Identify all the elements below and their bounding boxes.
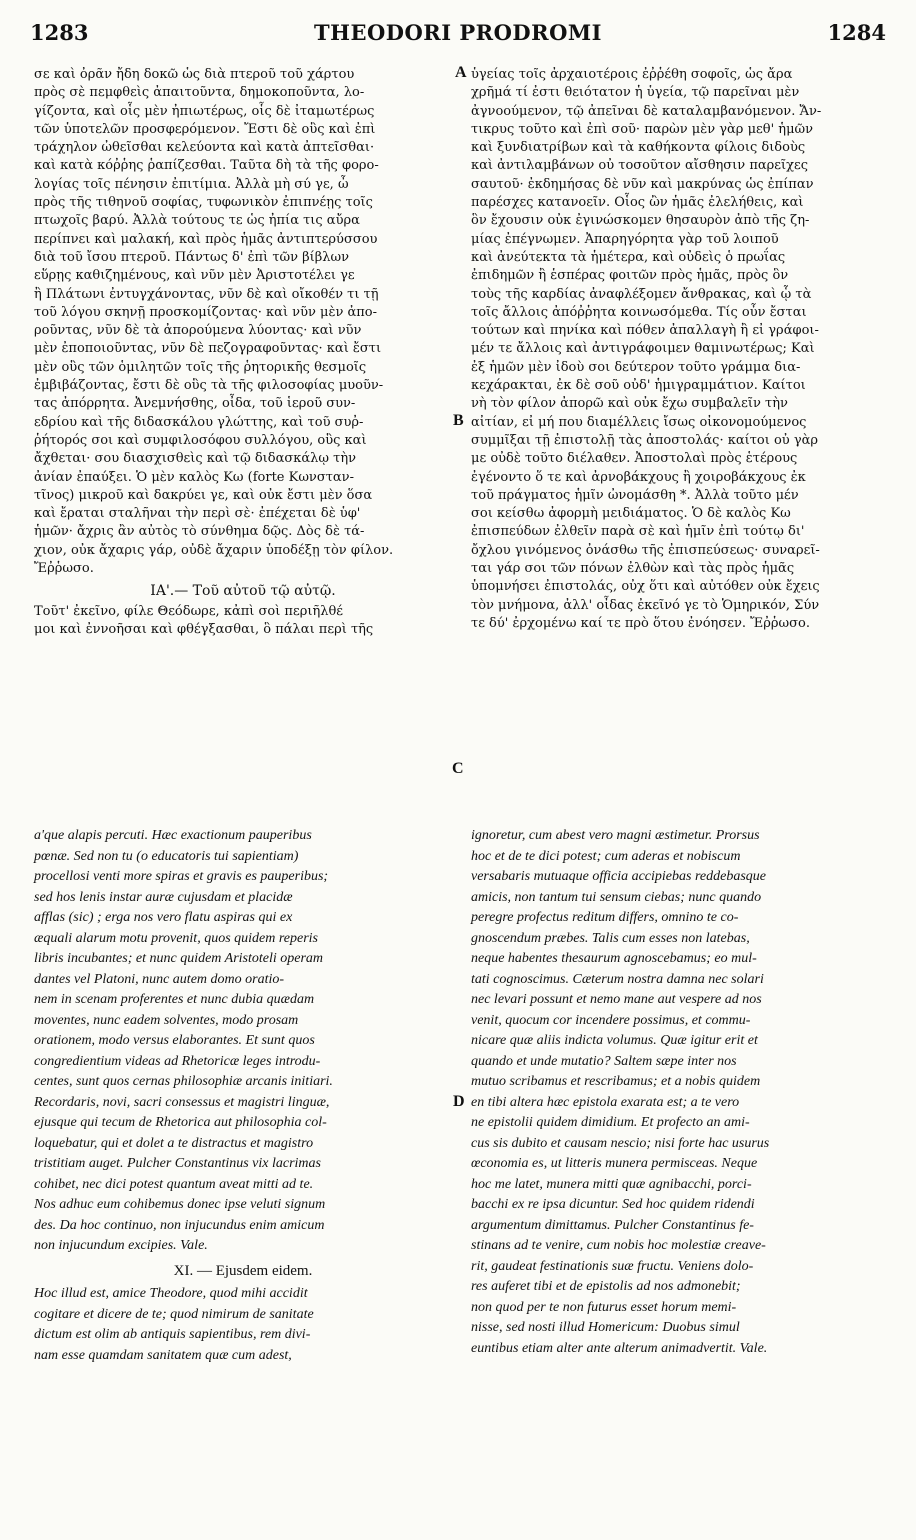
text-line: nec levari possunt et nemo mane aut vespere ad nos — [471, 992, 762, 1007]
text-line: gnoscendum præbes. Talis cum esses non latebas, — [471, 930, 750, 946]
text-line: nam esse quamdam sanitatem quæ cum adest, — [34, 1347, 292, 1363]
text-line: cogitare et dicere de te; quod nimirum de sanitate — [34, 1306, 314, 1322]
greek-left-text — [34, 66, 452, 578]
text-line: des. Da hoc continuo, non injucundus enim amicum — [34, 1217, 325, 1233]
text-line: versabaris mutuaque officia accipiebas reddebasque — [471, 869, 766, 884]
text-line: moventes, nunc eadem solventes, modo prosam — [34, 1012, 299, 1028]
text-line: τικρυς τοῦτο καὶ ἐπὶ σοῦ· παρὼν μὲν γὰρ μεθ' ἡμῶν — [471, 121, 814, 137]
text-line: congredientium videas ad Rhetoricæ leges introdu- — [34, 1053, 321, 1069]
text-line: καὶ ἀνεύτεκτα τὰ ἡμέτερα, καὶ οὐδεὶς ὁ πρωΐας — [471, 249, 786, 265]
text-line: τε δύ' ἐρχομένω καί τε πρὸ ὅτου ἐνόησεν. Ἔῤῥωσο. — [471, 615, 810, 631]
text-line: ται γάρ σοι τῶν πόνων ἐλθὼν καὶ τὰς πρὸς ἡμᾶς — [471, 561, 795, 577]
text-line: en tibi altera hæc epistola exarata est; a te vero — [471, 1094, 740, 1110]
text-line: neque habentes thesaurum agnoscebamus; eo mul- — [471, 951, 757, 966]
section-marker-a: A — [455, 64, 467, 81]
text-line: ἐπιδημῶν ἢ ἑσπέρας φοιτῶν πρὸς ἡμᾶς, πρὸς ὃν — [471, 268, 789, 284]
text-line: τῖνος) μικροῦ καὶ δακρύει γε, καὶ οὐκ ἔστι μὲν ὅσα — [34, 487, 373, 503]
text-line: ἢ Πλάτωνι ἐντυγχάνοντας, νῦν δὲ καὶ οἴκοθέν τι τῇ — [34, 286, 379, 302]
text-line: λογίας τοῖς πένησιν ἐπιτίμια. Ἀλλὰ μὴ σύ γε, ὦ — [34, 176, 349, 192]
text-line: σοι κείσθω ἀφορμὴ μειδιάματος. Ὁ δὲ καλὸς Κω — [471, 506, 791, 522]
text-line: ἐγένοντο ὅ τε καὶ ἀρνοβάκχους ἢ χοιροβάκχους ἐκ — [471, 469, 806, 485]
text-line: τὸν μνήμονα, ἀλλ' οἶδας ἐκεῖνό γε τὸ Ὁμηρικόν, Σύν — [471, 597, 820, 613]
text-line: ῥήτορός σοι καὶ συμφιλοσόφου συλλόγου, οὓς καὶ — [34, 432, 367, 448]
text-line: orationem, modo versus elaborantes. Et sunt quos — [34, 1033, 315, 1048]
text-line: εδρίου καὶ τῆς διδασκάλου γλώττης, καὶ τοῦ συῤ- — [34, 414, 364, 430]
text-line: διὰ τοῦ ἴσου πτεροῦ. Πάντως δ' ἐπὶ τῶν βίβλων — [34, 249, 350, 265]
text-line: πτωχοῖς βαρύ. Ἀλλὰ τούτους τε ὡς ἠπία τις αὔρα — [34, 213, 360, 229]
text-line: loquebatur, qui et dolet a te distractus et magistro — [34, 1135, 314, 1151]
text-line: ἀγνοούμενον, τῷ ἀπεῖναι δὲ καταλαμβανόμενον. Ἄν- — [471, 103, 822, 119]
text-line: cohibet, nec dici potest quantum aveat mitti ad te. — [34, 1176, 314, 1192]
text-line: peregre profectus reditum differs, omnino te co- — [471, 910, 739, 925]
text-line: μέν τε ἄλλοις καὶ ἀντιγράφοιμεν θαμινωτέρως; Καὶ — [471, 341, 815, 357]
text-line: nicare quæ aliis indicta volumus. Quæ igitur erit et — [471, 1033, 758, 1048]
text-line: εὕρῃς καθιζημένους, καὶ νῦν μὲν Ἀριστοτέλει γε — [34, 268, 355, 284]
text-line: πρὸς σὲ πεμφθεὶς ἀπαιτοῦντα, δημοκοποῦντα, λο- — [34, 85, 365, 101]
text-line: bacchi ex re ipsa dicuntur. Sed hoc quidem ridendi — [471, 1197, 755, 1212]
latin-left-letter-start — [34, 1284, 452, 1366]
text-line: συμμῖξαι τῇ ἐπιστολῇ τὰς ἀποστολάς· καίτοι οὐ γὰρ — [471, 432, 819, 448]
text-line: quando et unde mutatio? Saltem sæpe inter nos — [471, 1053, 737, 1069]
section-marker-c: C — [452, 760, 464, 777]
text-line: amicis, non tantum tui sensum ciebas; nunc quando — [471, 889, 762, 905]
text-line: rit, gaudeat festinationis suæ fructu. Veniens dolo- — [471, 1258, 754, 1274]
text-line: centes, sunt quos cernas philosophiæ arcanis initiari. — [34, 1074, 333, 1089]
text-line: καὶ κατὰ κόῤῥης ῥαπίζεσθαι. Ταῦτα δὴ τὰ τῆς φορο- — [34, 158, 379, 174]
text-line: mutuo scribamus et rescribamus; et a nobis quidem — [471, 1074, 761, 1089]
text-line: Ἔῤῥωσο. — [34, 561, 94, 577]
text-line: τας ἀπόρρητα. Ἀνεμνήσθης, οἶδα, τοῦ ἱεροῦ συν- — [34, 396, 356, 412]
section-marker-d: D — [453, 1093, 465, 1110]
text-line: cus sis dubito et causam nescio; nisi forte hac usurus — [471, 1135, 770, 1151]
text-line: dantes vel Platoni, nunc autem domo oratio- — [34, 971, 285, 987]
text-line: euntibus etiam alter ante alterum animadvertit. Vale. — [471, 1340, 768, 1356]
text-line: ροῦντας, νῦν δὲ τὰ ἀπορούμενα λύοντας· καὶ νῦν — [34, 323, 362, 339]
text-line: πρὸς τῆς τιθηνοῦ σοφίας, τυφωνικὸν ἐπιπνέῃς τοῖς — [34, 195, 373, 211]
text-line: σε καὶ ὀρᾶν ἤδη δοκῶ ὡς διὰ πτεροῦ τοῦ χάρτου — [34, 67, 355, 82]
text-line: argumentum dimittamus. Pulcher Constantinus fe- — [471, 1217, 754, 1233]
text-line: ἀνίαν ἐπαύξει. Ὁ μὲν καλὸς Κω (forte Κωνσταν- — [34, 469, 354, 485]
text-line: libris incubantes; et nunc quidem Aristoteli operam — [34, 951, 324, 966]
text-line: a'que alapis percuti. Hæc exactionum pauperibus — [34, 828, 312, 843]
text-line: tristitiam auget. Pulcher Constantinus vix lacrimas — [34, 1156, 321, 1171]
text-line: αἰτίαν, εἰ μή που διαμέλλεις ἴσως οἰκονομούμενος — [471, 414, 807, 430]
text-line: καὶ ἀντιλαμβάνων οὐ τοσοῦτον αἴσθησιν παρεῖχες — [471, 158, 809, 174]
greek-column-left — [34, 66, 452, 639]
text-line: Nos adhuc eum cohibemus donec ipse veluti signum — [34, 1197, 326, 1212]
text-line: non quod per te non futurus esset horum memi- — [471, 1299, 737, 1315]
text-line: γίζοντα, καὶ οἷς μὲν ἠπιωτέρως, οἷς δὲ ἰταμωτέρως — [34, 103, 375, 119]
text-line: tati cognoscimus. Cæterum nostra damna nec solari — [471, 971, 764, 987]
text-line: κεχάρακται, ἐκ δὲ σοῦ οὐδ' ἡμιγραμμάτιον. Καίτοι — [471, 378, 806, 394]
letter-heading-latin: XI. — Ejusdem eidem. — [173, 1262, 313, 1279]
text-line: τοῖς ἄλλοις ἀπόῤῥητα κοινωσόμεθα. Τίς οὖν ἔσται — [471, 304, 807, 320]
text-line: χρῆμά τί ἐστι θειότατον ἡ ὑγεία, τῷ παρεῖναι μὲν — [471, 85, 800, 101]
text-line: sed hos lenis instar auræ cujusdam et placidæ — [34, 889, 293, 905]
text-line: τοὺς τῆς καρδίας ἀναφλέξομεν ἄνθρακας, καὶ ᾧ τὰ — [471, 286, 812, 302]
text-line: τράχηλον ὠθεῖσθαι κελεύοντα καὶ κατὰ ἀπτεῖσθαι· — [34, 140, 375, 156]
page-number-right: 1284 — [827, 20, 886, 45]
text-line: ὑγείας τοῖς ἀρχαιοτέροις ἐῤῥέθη σοφοῖς, ὡς ἄρα — [471, 67, 793, 82]
text-line: dictum est olim ab antiquis sapientibus, rem divi- — [34, 1327, 311, 1342]
text-line: ὑπομνήσει ἐπιστολάς, οὐχ ὅτι καὶ αὐτόθεν οὐκ ἔχεις — [471, 579, 820, 595]
section-marker-b: B — [453, 412, 464, 429]
text-line: hoc me latet, munera mitti quæ agnibacchi, porci- — [471, 1176, 752, 1192]
text-line: μὲν οὓς τῶν ὁμιλητῶν τοῖς τῆς ῥητορικῆς θεσμοῖς — [34, 359, 367, 375]
text-line: Τοῦτ' ἐκεῖνο, φίλε Θεόδωρε, κἀπὶ σοὶ περιῆλθέ — [34, 603, 344, 619]
text-line: œconomia es, ut litteris munera permisceas. Neque — [471, 1156, 758, 1171]
text-line: Recordaris, novi, sacri consessus et magistri linguæ, — [34, 1094, 330, 1110]
greek-right-text — [471, 66, 883, 633]
text-line: non injucundum excipies. Vale. — [34, 1238, 208, 1253]
text-line: μὲν ἐποποιοῦντας, νῦν δὲ πεζογραφοῦντας· καὶ ἔστι — [34, 341, 382, 357]
text-line: ignoretur, cum abest vero magni æstimetur. Prorsus — [471, 828, 760, 843]
latin-right-text — [471, 826, 883, 1359]
text-line: hoc et de te dici potest; cum aderas et nobiscum — [471, 848, 741, 864]
text-line: τοῦ πράγματος ἡμῖν ὠνομάσθη *. Ἀλλὰ τοῦτο μέν — [471, 487, 799, 503]
greek-column-right — [471, 66, 883, 633]
text-line: ἐμβιβάζοντας, ἔστι δὲ οὓς τὰ τῆς φιλοσοφίας μυοῦν- — [34, 378, 384, 394]
text-line: ἡμῶν· ἄχρις ἂν αὐτὸς τὸ σύνθημα δῷς. Δὸς δὲ τά- — [34, 524, 365, 540]
page-number-left: 1283 — [30, 20, 89, 45]
text-line: τοῦ λόγου σκηνῇ προσκομίζοντας· καὶ νῦν μὲν ἀπο- — [34, 304, 378, 320]
text-line: afflas (sic) ; erga nos vero flatu aspiras qui ex — [34, 910, 293, 925]
text-line: καὶ ἔραται σταλῆναι τὴν περὶ σὲ· ἐπέχεται δὲ ὑφ' — [34, 506, 361, 522]
text-line: παρέσχες κατανοεῖν. Οἷος ὢν ἡμᾶς ἐλελήθεις, καὶ — [471, 195, 804, 211]
latin-column-right — [471, 826, 883, 1359]
text-line: nisse, sed nosti illud Homericum: Duobus simul — [471, 1320, 740, 1335]
text-line: σαυτοῦ· ἐκδημήσας δὲ νῦν καὶ μακρύνας ὡς ἐπίπαν — [471, 176, 814, 192]
letter-heading-greek: ΙΑ'.— Τοῦ αὐτοῦ τῷ αὐτῷ. — [150, 583, 336, 600]
text-line: περίπνει καὶ μαλακή, καὶ πρὸς ἡμᾶς ἀντιπτερύσσου — [34, 231, 378, 247]
running-title: THEODORI PRODROMI — [314, 20, 602, 45]
text-line: æquali alarum motu provenit, quos quidem reperis — [34, 930, 319, 946]
text-line: procellosi venti more spiras et gravis es pauperibus; — [34, 869, 329, 884]
text-line: pœnæ. Sed non tu (o educatoris tui sapientiam) — [34, 848, 299, 864]
page-header — [30, 20, 886, 46]
text-line: νὴ τὸν φίλον ἀπορῶ καὶ οὐκ ἔχω συμβαλεῖν τὴν — [471, 396, 788, 412]
text-line: μοι καὶ ἐννοῆσαι καὶ φθέγξασθαι, ὃ πάλαι περὶ τῆς — [34, 621, 374, 637]
text-line: τούτων καὶ πηνίκα καὶ πόθεν ἀπαλλαγὴ ἢ εἰ γράφοι- — [471, 323, 819, 339]
text-line: venit, quocum cor incendere possimus, et commu- — [471, 1012, 751, 1028]
text-line: ὄχλου γινόμενος ὀνάσθω τῆς ἐπισπεύσεως· συναρεῖ- — [471, 542, 820, 558]
text-line: ἐξ ἡμῶν μὲν ἰδοὺ σοι δεύτερον τοῦτο γράμμα δια- — [471, 359, 801, 375]
text-line: nem in scenam proferentes et nunc dubia quædam — [34, 992, 315, 1007]
latin-column-left — [34, 826, 452, 1366]
latin-left-text — [34, 826, 452, 1257]
text-line: res auferet tibi et de epistolis ad nos admonebit; — [471, 1279, 741, 1294]
text-line: ὃν ἔχουσιν οὐκ ἐγινώσκομεν θησαυρὸν ἀπὸ τῆς ζη- — [471, 213, 810, 229]
text-line: ἐπισπεύδων ἐλθεῖν παρὰ σὲ καὶ ἡμῖν ἐπὶ τούτῳ δι' — [471, 524, 805, 540]
text-line: ne epistolii quidem dimidium. Et profecto an ami- — [471, 1115, 750, 1130]
text-line: με οὐδὲ τοῦτο διέλαθεν. Ἀποστολαὶ πρὸς ἑτέρους — [471, 451, 798, 467]
text-line: Hoc illud est, amice Theodore, quod mihi accidit — [34, 1286, 308, 1301]
text-line: τῶν ὑποτελῶν προσφερόμενον. Ἔστι δὲ οὓς καὶ ἐπὶ — [34, 121, 376, 137]
text-line: καὶ ξυνδιατρίβων καὶ τὰ καθήκοντα φίλοις διδοὺς — [471, 140, 806, 156]
text-line: ejusque qui tecum de Rhetorica aut philosophia col- — [34, 1115, 327, 1130]
text-line: stinans ad te venire, cum nobis hoc molestiæ creave- — [471, 1238, 766, 1253]
greek-left-letter-start — [34, 603, 452, 640]
text-line: χιον, οὐκ ἄχαρις γάρ, οὐδὲ ἄχαριν ὑποδέξῃ τὸν φίλον. — [34, 542, 394, 558]
text-line: ἄχθεται· σου διασχισθεὶς καὶ τῷ διδασκάλῳ τὴν — [34, 451, 357, 467]
text-line: μίας ἐπέγνωμεν. Ἀπαρηγόρητα γὰρ τοῦ λοιποῦ — [471, 231, 779, 247]
